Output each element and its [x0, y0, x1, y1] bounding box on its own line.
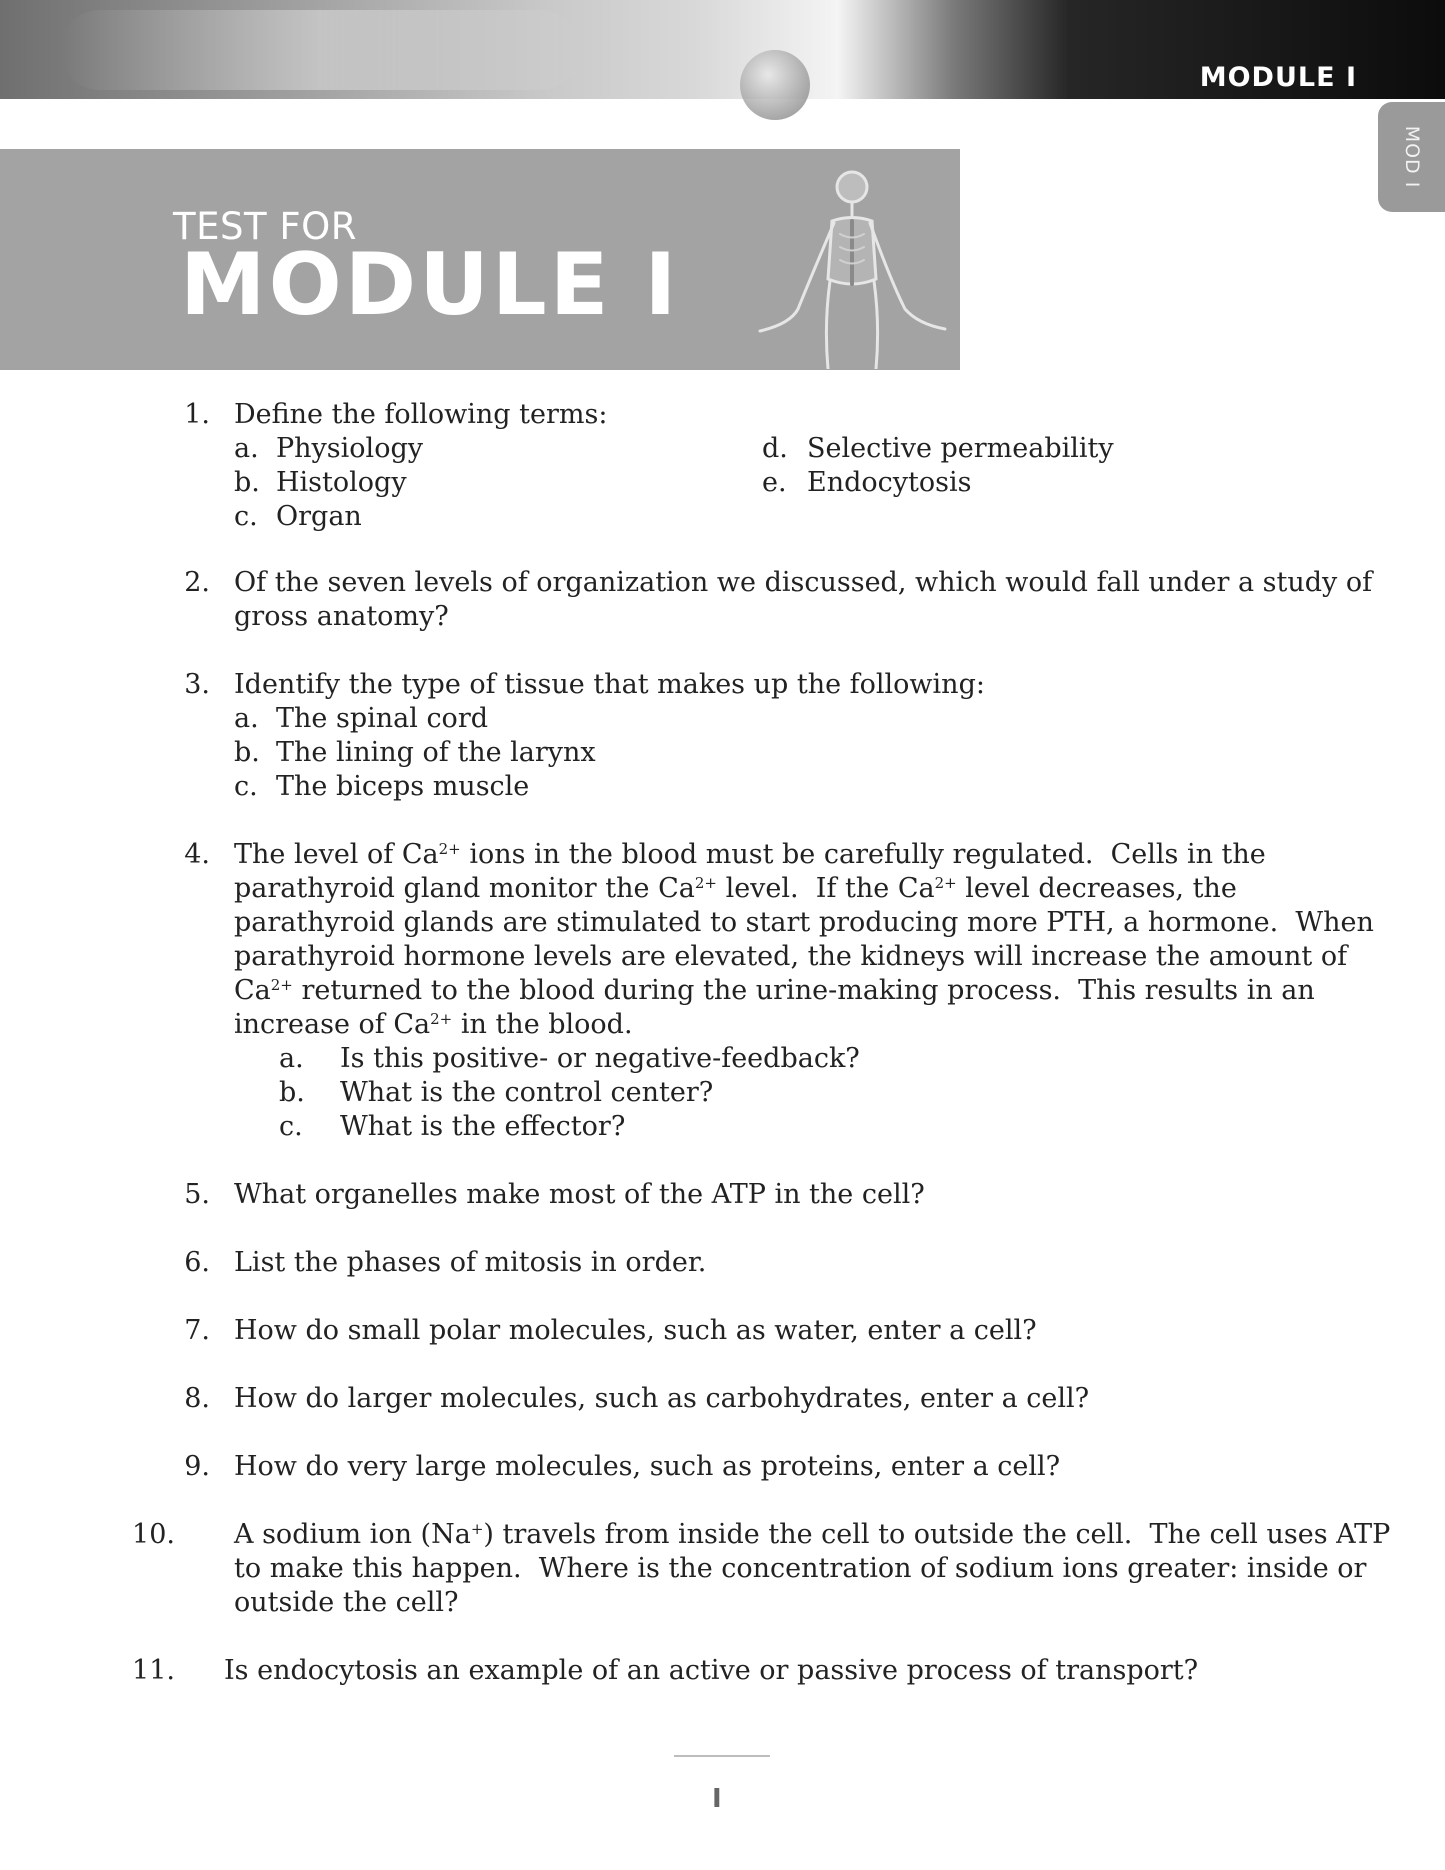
- question-text: List the phases of mitosis in order.: [234, 1247, 707, 1278]
- question-text: A sodium ion (Na+) travels from inside the cell to outside the cell. The cell uses ATP: [234, 1519, 1391, 1550]
- question-text: parathyroid gland monitor the $Ca^{2+}$ level. If the $Ca^{2+}$ level decreases, the: [234, 873, 1237, 904]
- sub-item-letter: d.: [762, 433, 788, 464]
- sub-item-letter: a.: [234, 703, 259, 734]
- question-number: 7.: [184, 1315, 210, 1346]
- sub-item-letter: b.: [234, 737, 260, 768]
- sub-item-text: Histology: [276, 467, 407, 498]
- question-text: The level of $Ca^{2+}$ ions in the blood must be carefully regulated. Cells in the: [234, 839, 1266, 870]
- question-text: How do larger molecules, such as carbohydrates, enter a cell?: [234, 1383, 1090, 1414]
- question-text: How do small polar molecules, such as water, enter a cell?: [234, 1315, 1037, 1346]
- question-text: Identify the type of tissue that makes up the following:: [234, 669, 985, 700]
- sub-item-text: Is this positive- or negative-feedback?: [340, 1043, 860, 1074]
- question-text: Is endocytosis an example of an active or passive process of transport?: [224, 1655, 1199, 1686]
- sub-item-letter: e.: [762, 467, 787, 498]
- question-text: Define the following terms:: [234, 399, 608, 430]
- sub-item-letter: c.: [234, 771, 258, 802]
- question-text: parathyroid hormone levels are elevated, the kidneys will increase the amount of: [234, 941, 1348, 972]
- header-decoration: [60, 10, 580, 90]
- question-text: gross anatomy?: [234, 601, 449, 632]
- question-number: 9.: [184, 1451, 210, 1482]
- question-number: 2.: [184, 567, 210, 598]
- question-text: What organelles make most of the ATP in the cell?: [234, 1179, 925, 1210]
- question-number: 4.: [184, 839, 210, 870]
- sub-item-text: What is the control center?: [340, 1077, 714, 1108]
- question-number: 3.: [184, 669, 210, 700]
- sub-item-letter: b.: [234, 467, 260, 498]
- banner-subtitle: TEST FOR: [173, 205, 357, 248]
- running-header: MODULE I: [1199, 62, 1357, 93]
- sub-item-letter: c.: [234, 501, 258, 532]
- sub-item-text: The spinal cord: [276, 703, 489, 734]
- banner-title: MODULE I: [180, 235, 680, 335]
- sub-item-text: Organ: [276, 501, 362, 532]
- sub-item-letter: b.: [279, 1077, 305, 1108]
- sub-item-text: Endocytosis: [807, 467, 972, 498]
- sub-item-text: The biceps muscle: [276, 771, 530, 802]
- sub-item-letter: a.: [234, 433, 259, 464]
- question-text: to make this happen. Where is the concentration of sodium ions greater: inside or: [234, 1553, 1367, 1584]
- sub-item-text: Physiology: [276, 433, 423, 464]
- question-number: 10.: [132, 1519, 175, 1550]
- title-banner: [0, 149, 960, 370]
- question-text: Of the seven levels of organization we discussed, which would fall under a study of: [234, 567, 1373, 598]
- side-tab-label: MOD I: [1400, 125, 1423, 189]
- question-number: 1.: [184, 399, 210, 430]
- footer-rule: [674, 1755, 770, 1757]
- question-number: 5.: [184, 1179, 210, 1210]
- header-band: [0, 0, 1445, 99]
- question-text: outside the cell?: [234, 1587, 459, 1618]
- question-text: How do very large molecules, such as proteins, enter a cell?: [234, 1451, 1061, 1482]
- question-text: parathyroid glands are stimulated to start producing more PTH, a hormone. When: [234, 907, 1374, 938]
- sub-item-letter: a.: [279, 1043, 304, 1074]
- question-text: $Ca^{2+}$ returned to the blood during the urine-making process. This results in an: [234, 975, 1315, 1006]
- question-number: 11.: [132, 1655, 175, 1686]
- header-decoration-orb: [740, 50, 810, 120]
- sub-item-text: The lining of the larynx: [276, 737, 596, 768]
- module-side-tab: [1378, 102, 1445, 212]
- human-body-figure-icon: [740, 159, 960, 369]
- sub-item-text: What is the effector?: [340, 1111, 626, 1142]
- question-text: increase of $Ca^{2+}$ in the blood.: [234, 1009, 633, 1040]
- sub-item-letter: c.: [279, 1111, 303, 1142]
- question-number: 6.: [184, 1247, 210, 1278]
- sub-item-text: Selective permeability: [807, 433, 1114, 464]
- question-number: 8.: [184, 1383, 210, 1414]
- page-number: I: [712, 1784, 722, 1814]
